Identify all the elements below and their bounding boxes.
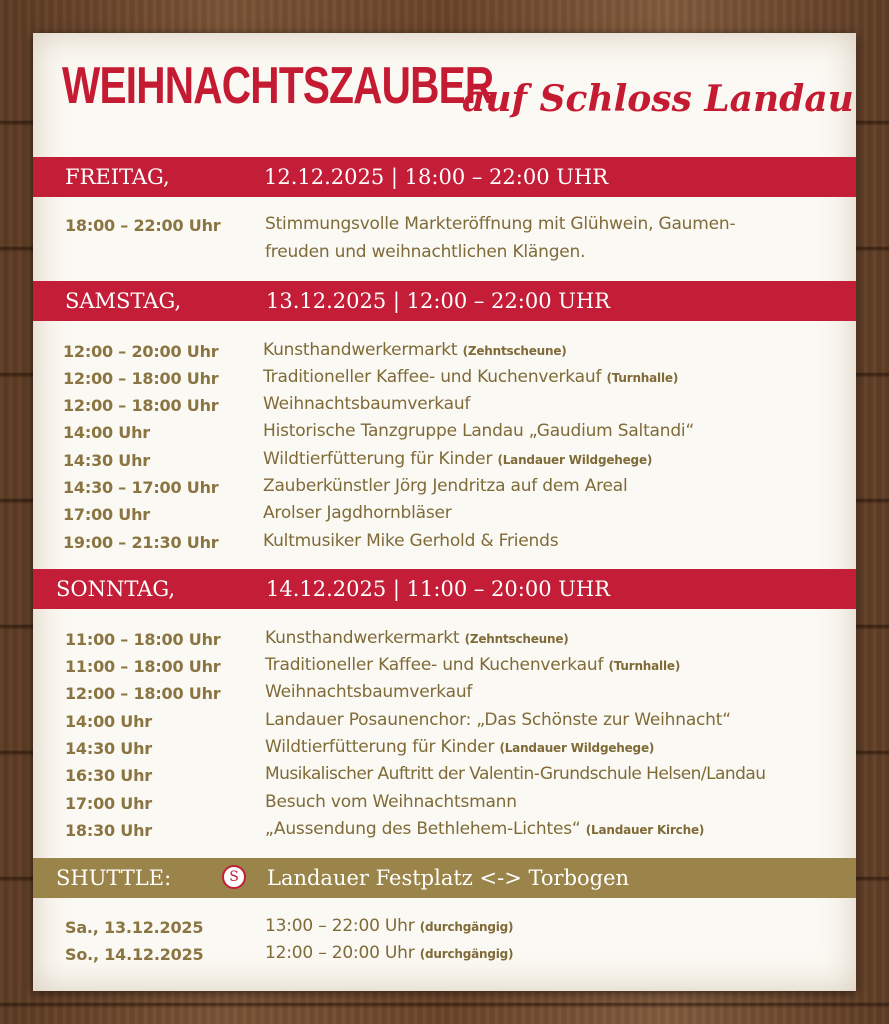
event-time: 11:00 – 18:00 Uhr — [65, 630, 221, 649]
event-text: Wildtierfütterung für Kinder (Landauer Wildgehege) — [265, 737, 655, 757]
day-date: 12.12.2025 | 18:00 – 22:00 UHR — [264, 165, 609, 189]
event-text: Arolser Jagdhornbläser — [263, 503, 452, 523]
event-text: „Aussendung des Bethlehem-Lichtes“ (Landauer Kirche) — [265, 819, 705, 839]
event-note: (Turnhalle) — [606, 371, 679, 385]
day-name: SONNTAG, — [56, 577, 176, 601]
day-header-saturday — [33, 281, 856, 321]
title-subtitle: auf Schloss Landau — [462, 78, 854, 120]
shuttle-note: (durchgängig) — [419, 920, 514, 934]
day-date: 13.12.2025 | 12:00 – 22:00 UHR — [266, 289, 611, 313]
event-note: (Zehntscheune) — [464, 632, 569, 646]
shuttle-time: 13:00 – 22:00 Uhr (durchgängig) — [265, 916, 514, 936]
event-note: (Landauer Wildgehege) — [497, 453, 653, 467]
event-time: 18:00 – 22:00 Uhr — [65, 216, 221, 235]
event-text: Kunsthandwerkermarkt (Zehntscheune) — [265, 628, 569, 648]
event-text: Weihnachtsbaumverkauf — [265, 682, 473, 702]
event-time: 18:30 Uhr — [65, 821, 152, 840]
event-text: Kultmusiker Mike Gerhold & Friends — [263, 531, 559, 551]
shuttle-header — [33, 858, 856, 898]
event-note: (Zehntscheune) — [462, 344, 567, 358]
event-text-line2: freuden und weihnachtlichen Klängen. — [265, 242, 586, 262]
event-text: Historische Tanzgruppe Landau „Gaudium Saltandi“ — [263, 421, 695, 441]
day-name: SAMSTAG, — [65, 289, 182, 313]
event-note: (Landauer Kirche) — [585, 823, 705, 837]
shuttle-route: Landauer Festplatz <-> Torbogen — [267, 866, 630, 890]
s-circle-icon: S — [222, 865, 246, 889]
event-text: Wildtierfütterung für Kinder (Landauer Wildgehege) — [263, 449, 653, 469]
event-text: Weihnachtsbaumverkauf — [263, 394, 471, 414]
event-time: 12:00 – 18:00 Uhr — [63, 369, 219, 388]
shuttle-date: Sa., 13.12.2025 — [65, 918, 204, 937]
event-text: Traditioneller Kaffee- und Kuchenverkauf (Turnhalle) — [265, 655, 681, 675]
event-time: 17:00 Uhr — [65, 794, 152, 813]
event-text: Stimmungsvolle Markteröffnung mit Glühwein, Gaumen- — [265, 214, 736, 234]
event-time: 17:00 Uhr — [63, 505, 150, 524]
event-time: 14:30 Uhr — [65, 739, 152, 758]
shuttle-label: SHUTTLE: — [56, 866, 172, 890]
event-time: 19:00 – 21:30 Uhr — [63, 533, 219, 552]
day-header-friday — [33, 157, 856, 197]
day-name: FREITAG, — [65, 165, 170, 189]
event-time: 14:00 Uhr — [63, 423, 150, 442]
event-time: 12:00 – 20:00 Uhr — [63, 342, 219, 361]
title-main: WEIHNACHTSZAUBER — [62, 57, 494, 115]
event-time: 14:30 Uhr — [63, 451, 150, 470]
shuttle-date: So., 14.12.2025 — [65, 945, 204, 964]
event-time: 16:30 Uhr — [65, 766, 152, 785]
event-time: 12:00 – 18:00 Uhr — [65, 684, 221, 703]
event-time: 14:30 – 17:00 Uhr — [63, 478, 219, 497]
event-time: 14:00 Uhr — [65, 712, 152, 731]
event-text: Zauberkünstler Jörg Jendritza auf dem Areal — [263, 476, 628, 496]
day-date: 14.12.2025 | 11:00 – 20:00 UHR — [266, 577, 611, 601]
event-time: 12:00 – 18:00 Uhr — [63, 396, 219, 415]
day-header-sunday — [33, 569, 856, 609]
shuttle-time: 12:00 – 20:00 Uhr (durchgängig) — [265, 943, 514, 963]
event-text: Landauer Posaunenchor: „Das Schönste zur Weihnacht“ — [265, 710, 731, 730]
event-note: (Turnhalle) — [608, 659, 681, 673]
poster-title — [0, 56, 889, 146]
event-text: Kunsthandwerkermarkt (Zehntscheune) — [263, 340, 567, 360]
event-text: Musikalischer Auftritt der Valentin-Grundschule Helsen/Landau — [265, 764, 766, 784]
shuttle-note: (durchgängig) — [419, 947, 514, 961]
event-note: (Landauer Wildgehege) — [499, 741, 655, 755]
event-text: Traditioneller Kaffee- und Kuchenverkauf (Turnhalle) — [263, 367, 679, 387]
event-time: 11:00 – 18:00 Uhr — [65, 657, 221, 676]
event-text: Besuch vom Weihnachtsmann — [265, 792, 517, 812]
